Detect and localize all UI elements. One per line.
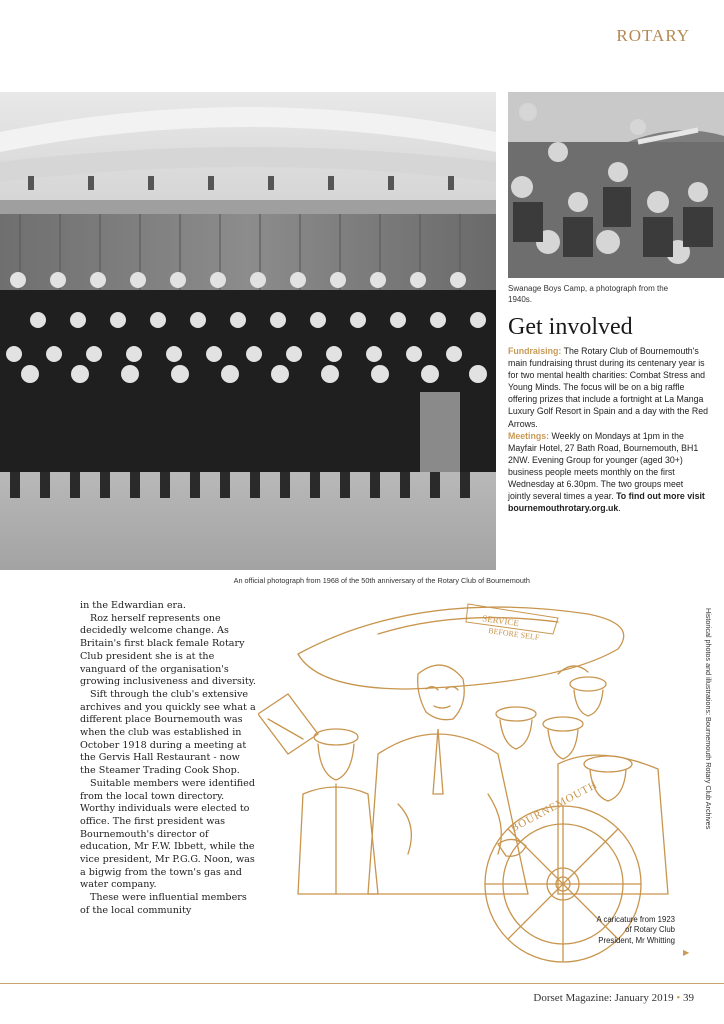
page-footer: [533, 992, 694, 1004]
rotary-1968-group-photo: [0, 92, 496, 570]
fundraising-label: Fundraising:: [508, 346, 562, 356]
page-number: 39: [683, 992, 694, 1004]
article-paragraph: Sift through the club's extensive archives and you quickly see what a different place Bournemouth was when the club was established in October 1918 during a meeting at the Gervis Hall Restaurant - now the Steamer Trading Cook Shop.: [80, 688, 256, 777]
article-paragraph: These were influential members of the local community: [80, 892, 247, 916]
main-photo-caption: An official photograph from 1968 of the 50th anniversary of the Rotary Club of Bournemouth: [233, 576, 530, 585]
fundraising-text: The Rotary Club of Bournemouth's main fundraising thrust during its centenary year is for two mental health charities: Combat Stress and Young Minds. The focus will be on a big raffle offering prizes that include a fortnight at La Manga Luxury Golf Resort in Spain and a day with the Red Arrows.: [508, 346, 708, 429]
footer-rule: [0, 983, 724, 984]
meetings-label: Meetings:: [508, 430, 550, 441]
article-column: [80, 600, 258, 918]
photo-credit: [704, 608, 714, 858]
footer-separator: •: [676, 992, 681, 1004]
article-paragraph: in the Edwardian era.: [80, 600, 186, 611]
get-involved-body: [508, 345, 708, 514]
cta-period: .: [618, 503, 621, 514]
banner-text-service: SERVICE: [481, 613, 520, 629]
banner-text-before-self: BEFORE SELF: [487, 626, 540, 643]
continue-arrow-icon: ▶: [683, 948, 690, 957]
article-paragraph: Suitable members were identified from the local town directory. Worthy individuals were elected to office. The first president was Bournemouth's director of education, Mr F.W. Ibbett, while the vice president, Mr P.G.G. Noon, was a bigwig from the town's gas and water company.: [80, 777, 255, 891]
article-paragraph: Roz herself represents one decidedly welcome change. As Britain's first black female Rotary Club president she is at the vanguard of the organisation's growing inclusiveness and diversity.: [80, 612, 256, 688]
magazine-issue: Dorset Magazine: January 2019: [533, 992, 674, 1004]
swanage-boys-camp-photo: [508, 92, 724, 278]
section-label: ROTARY: [616, 26, 690, 45]
swanage-photo-caption: Swanage Boys Camp, a photograph from the 1940s.: [508, 284, 669, 304]
caricature-illustration: [258, 594, 678, 966]
website-link[interactable]: To find out more visit bournemouthrotary.org.uk: [508, 491, 705, 514]
wheel-text: BOURNEMOUTH: [508, 778, 600, 835]
meetings-text: Weekly on Mondays at 1pm in the Mayfair Hotel, 27 Bath Road, Bournemouth, BH1 2NW. Evening Group for younger (aged 30+) business people meets monthly on the first Wednesday at 6.30pm. The two groups meet jointly several times a year.: [508, 430, 699, 502]
get-involved-box: [508, 314, 708, 514]
caricature-caption: A caricature from 1923 of Rotary Club President, Mr Whitting: [596, 915, 675, 945]
get-involved-heading: Get involved: [508, 314, 633, 340]
photo-credit-text: Historical photos and illustrations: Bournemouth Rotary Club Archives: [704, 608, 713, 830]
